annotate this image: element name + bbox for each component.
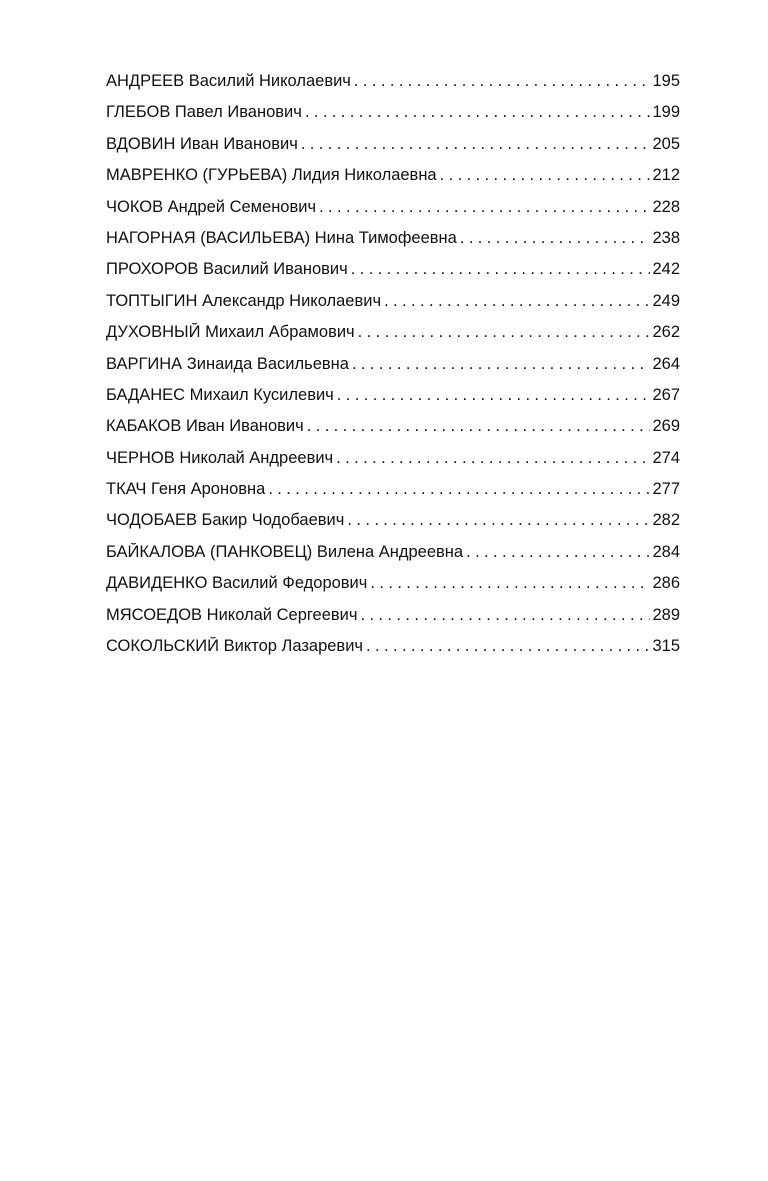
toc-entry-page-number: 282	[652, 511, 680, 530]
toc-dot-leader	[319, 198, 650, 217]
toc-entry	[106, 511, 680, 542]
toc-dot-leader	[347, 511, 650, 530]
toc-entry	[106, 229, 680, 260]
toc-entry-page-number: 274	[652, 448, 680, 467]
toc-entry-page-number: 212	[652, 166, 680, 185]
toc-entry-page-number: 262	[652, 323, 680, 342]
toc-dot-leader	[352, 355, 651, 374]
toc-entry-title: ЧОДОБАЕВ Бакир Чодобаевич	[106, 511, 345, 530]
toc-entry	[106, 198, 680, 229]
toc-entry-page-number: 286	[652, 574, 680, 593]
toc-entry-title: ТОПТЫГИН Александр Николаевич	[106, 291, 382, 310]
toc-dot-leader	[358, 323, 651, 342]
toc-entry	[106, 323, 680, 354]
toc-entry-title: ГЛЕБОВ Павел Иванович	[106, 103, 302, 122]
toc-entry-title: БАДАНЕС Михаил Кусилевич	[106, 385, 334, 404]
toc-entry	[106, 449, 680, 480]
toc-dot-leader	[305, 103, 651, 122]
toc-entry-page-number: 238	[652, 228, 680, 247]
toc-dot-leader	[301, 135, 651, 154]
toc-entry-page-number: 199	[652, 103, 680, 122]
toc-dot-leader	[460, 229, 651, 248]
toc-entry	[106, 72, 680, 103]
toc-entry	[106, 103, 680, 134]
toc-entry-page-number: 277	[652, 480, 680, 499]
toc-dot-leader	[336, 449, 650, 468]
toc-entry	[106, 260, 680, 291]
toc-entry-page-number: 284	[652, 542, 680, 561]
toc-dot-leader	[354, 72, 651, 91]
toc-entry	[106, 637, 680, 668]
toc-entry	[106, 543, 680, 574]
toc-dot-leader	[366, 637, 650, 656]
toc-entry-title: АНДРЕЕВ Василий Николаевич	[106, 72, 351, 90]
toc-entry-page-number: 269	[652, 417, 680, 436]
toc-entry	[106, 135, 680, 166]
toc-entry-page-number: 205	[652, 134, 680, 153]
toc-entry-title: ДАВИДЕНКО Василий Федорович	[106, 574, 368, 593]
toc-entry-title: КАБАКОВ Иван Иванович	[106, 417, 304, 436]
toc-entry-page-number: 264	[652, 354, 680, 373]
toc-entry	[106, 574, 680, 605]
toc-dot-leader	[307, 417, 651, 436]
toc-entry-title: МЯСОЕДОВ Николай Сергеевич	[106, 605, 358, 624]
toc-entry-page-number: 267	[652, 385, 680, 404]
toc-entry	[106, 166, 680, 197]
toc-entry-page-number: 249	[652, 291, 680, 310]
toc-entry	[106, 386, 680, 417]
toc-entry-title: МАВРЕНКО (ГУРЬЕВА) Лидия Николаевна	[106, 166, 437, 185]
toc-entry	[106, 606, 680, 637]
toc-entry	[106, 417, 680, 448]
toc-entry	[106, 355, 680, 386]
toc-dot-leader	[466, 543, 650, 562]
toc-entry-page-number: 228	[652, 197, 680, 216]
toc-entry-title: СОКОЛЬСКИЙ Виктор Лазаревич	[106, 637, 364, 656]
toc-dot-leader	[360, 606, 650, 625]
toc-dot-leader	[268, 480, 650, 499]
toc-dot-leader	[440, 166, 651, 185]
toc-entry-title: ТКАЧ Геня Ароновна	[106, 480, 266, 499]
toc-entry-title: ПРОХОРОВ Василий Иванович	[106, 260, 348, 279]
toc-entry-title: ЧЕРНОВ Николай Андреевич	[106, 448, 334, 467]
toc-entry-title: ЧОКОВ Андрей Семенович	[106, 197, 317, 216]
table-of-contents	[106, 72, 680, 668]
toc-entry-page-number: 242	[652, 260, 680, 279]
toc-dot-leader	[337, 386, 651, 405]
toc-entry-title: ВДОВИН Иван Иванович	[106, 134, 298, 153]
toc-entry	[106, 292, 680, 323]
toc-entry-page-number: 195	[652, 72, 680, 90]
toc-entry-page-number: 289	[652, 605, 680, 624]
toc-entry-page-number: 315	[652, 637, 680, 656]
toc-entry-title: БАЙКАЛОВА (ПАНКОВЕЦ) Вилена Андреевна	[106, 542, 464, 561]
toc-dot-leader	[370, 574, 650, 593]
toc-entry-title: ДУХОВНЫЙ Михаил Абрамович	[106, 323, 355, 342]
toc-entry	[106, 480, 680, 511]
toc-dot-leader	[351, 260, 651, 279]
toc-entry-title: НАГОРНАЯ (ВАСИЛЬЕВА) Нина Тимофеевна	[106, 228, 457, 247]
toc-dot-leader	[384, 292, 650, 311]
toc-entry-title: ВАРГИНА Зинаида Васильевна	[106, 354, 349, 373]
